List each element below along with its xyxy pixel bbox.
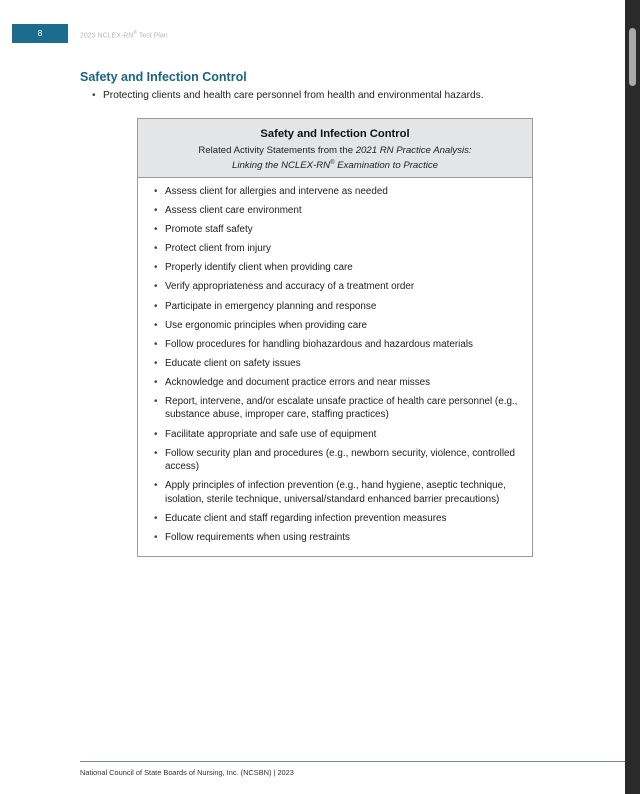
list-item-text: Properly identify client when providing care: [165, 262, 353, 274]
list-item-text: Educate client on safety issues: [165, 357, 301, 369]
bullet-icon: •: [154, 357, 158, 369]
page-number-badge: [12, 24, 68, 43]
list-item: [154, 300, 526, 313]
list-item: [154, 357, 526, 370]
list-item: [154, 280, 526, 293]
bullet-icon: •: [154, 281, 158, 293]
list-item-text: Verify appropriateness and accuracy of a treatment order: [165, 281, 415, 293]
list-item: [154, 531, 526, 544]
running-header: [80, 30, 168, 39]
list-item: [154, 242, 526, 255]
footer-divider: [80, 761, 625, 762]
activity-list: [154, 185, 526, 550]
list-item: [154, 261, 526, 274]
list-item-text: Assess client care environment: [165, 205, 302, 217]
bullet-icon: •: [92, 90, 96, 101]
list-item: [154, 204, 526, 217]
bullet-icon: •: [154, 531, 158, 543]
list-item: [154, 447, 526, 474]
box-header: [138, 119, 532, 178]
scrollbar-track[interactable]: [625, 0, 640, 794]
bullet-icon: •: [154, 428, 158, 440]
page-number: 8: [37, 29, 43, 38]
bullet-icon: •: [154, 319, 158, 331]
box-subtitle-italic: 2021 RN Practice Analysis:: [355, 145, 472, 156]
bullet-icon: •: [154, 447, 158, 459]
bullet-icon: •: [154, 205, 158, 217]
box-title: Safety and Infection Control: [260, 128, 410, 140]
bullet-icon: •: [154, 338, 158, 350]
list-item: [154, 185, 526, 198]
list-item: [154, 338, 526, 351]
intro-bullet: [92, 90, 484, 101]
list-item-text: Promote staff safety: [165, 224, 253, 236]
list-item-text: Follow requirements when using restraints: [165, 531, 350, 543]
box-subtitle-line2: [138, 157, 532, 172]
bullet-icon: •: [154, 376, 158, 388]
list-item: [154, 479, 526, 506]
list-item-text: Educate client and staff regarding infection prevention measures: [165, 512, 447, 524]
bullet-icon: •: [154, 186, 158, 197]
list-item-text: Acknowledge and document practice errors and near misses: [165, 376, 431, 388]
box-subtitle-line2-pre: Linking the NCLEX-RN: [232, 160, 331, 172]
list-item-text: Apply principles of infection prevention (e.g., hand hygiene, aseptic technique, isolation, sterile technique, universal/standard enhanced barrier precautions): [165, 480, 506, 505]
list-item-text: Protect client from injury: [165, 243, 271, 255]
list-item: [154, 319, 526, 332]
intro-bullet-text: Protecting clients and health care personnel from health and environmental hazards.: [103, 90, 484, 101]
bullet-icon: •: [154, 396, 158, 408]
footer-text: National Council of State Boards of Nursing, Inc. (NCSBN) | 2023: [80, 768, 294, 777]
bullet-icon: •: [154, 224, 158, 236]
list-item: [154, 428, 526, 441]
list-item: [154, 395, 526, 422]
list-item-text: Follow procedures for handling biohazardous and hazardous materials: [165, 338, 473, 350]
running-header-suffix: Test Plan: [137, 32, 168, 40]
list-item-text: Report, intervene, and/or escalate unsafe practice of health care personnel (e.g., substance abuse, improper care, staffing practices): [165, 396, 518, 421]
bullet-icon: •: [154, 512, 158, 524]
list-item: [154, 223, 526, 236]
section-heading: Safety and Infection Control: [80, 70, 247, 84]
registered-mark: ®: [133, 30, 137, 36]
box-subtitle-line2-post: Examination to Practice: [334, 160, 438, 172]
list-item-text: Assess client for allergies and intervene as needed: [165, 186, 388, 197]
bullet-icon: •: [154, 300, 158, 312]
list-item-text: Use ergonomic principles when providing care: [165, 319, 367, 331]
running-header-title: 2023 NCLEX-RN: [80, 32, 134, 40]
list-item-text: Follow security plan and procedures (e.g., newborn security, violence, controlled access): [165, 447, 516, 473]
activity-statements-box: [137, 118, 533, 557]
bullet-icon: •: [154, 243, 158, 255]
list-item-text: Participate in emergency planning and response: [165, 300, 377, 312]
box-subtitle-prefix: Related Activity Statements from the: [198, 145, 356, 156]
scrollbar-thumb[interactable]: [629, 28, 636, 86]
bullet-icon: •: [154, 262, 158, 274]
bullet-icon: •: [154, 480, 158, 492]
list-item: [154, 376, 526, 389]
list-item-text: Facilitate appropriate and safe use of equipment: [165, 428, 377, 440]
box-subtitle: [138, 144, 532, 157]
registered-mark: ®: [330, 160, 335, 166]
list-item: [154, 512, 526, 525]
